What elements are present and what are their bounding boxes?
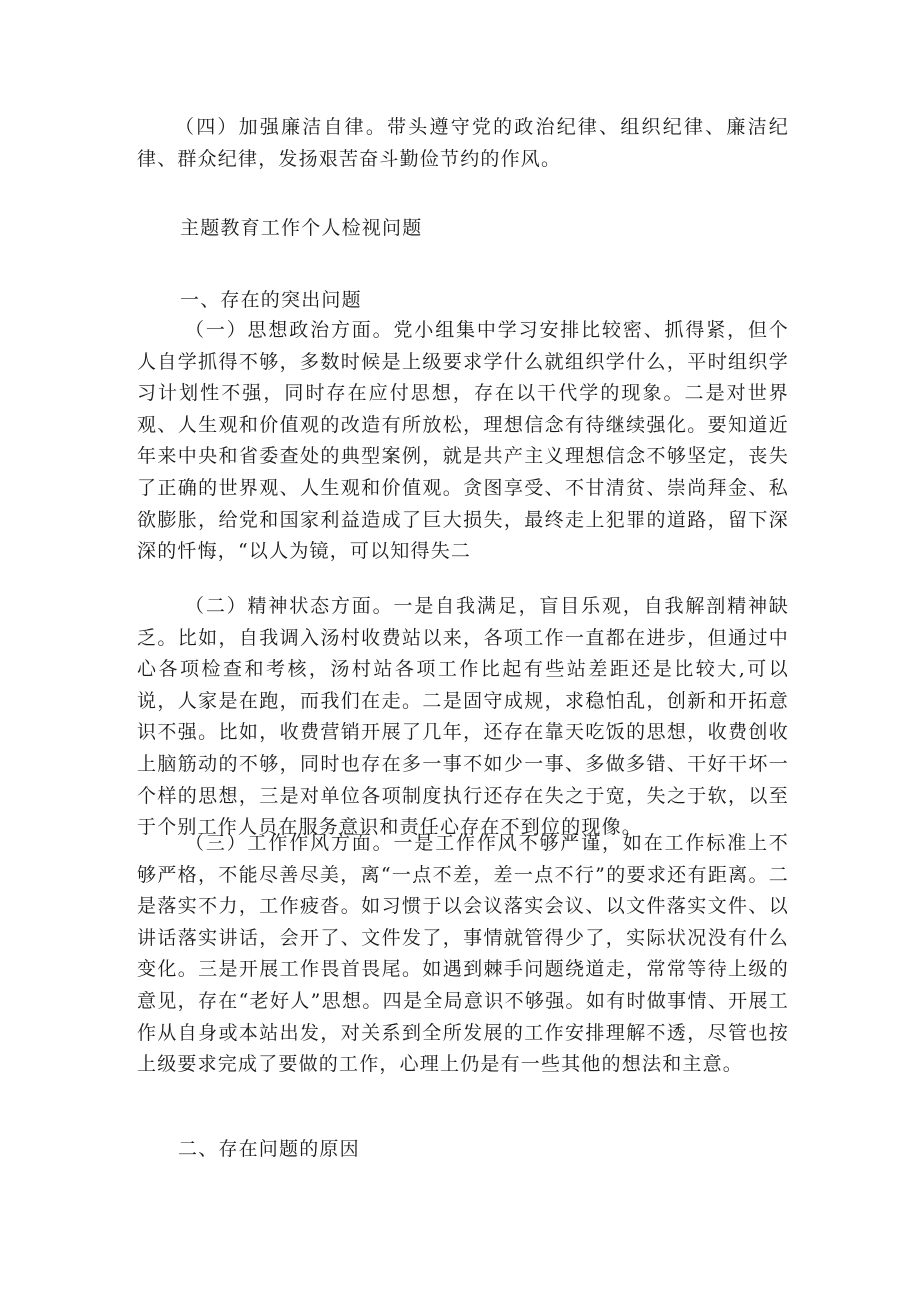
paragraph-work-style: （三）工作作风方面。一是工作作风不够严谨，如在工作标准上不够严格，不能尽善尽美，离“一点不差，差一点不行”的要求还有距离。二是落实不力，工作疲沓。如习惯于以会议落实会议、以文件落实文件、以讲话落实讲话，会开了、文件发了，事情就管得少了，实际状况没有什么变化。三是开展工作畏首畏尾。如遇到棘手问题绕道走，常常等待上级的意见，存在“老好人”思想。四是全局意识不够强。如有时做事情、开展工作从自身或本站出发，对关系到全所发展的工作安排理解不透，尽管也按上级要求完成了要做的工作，心理上仍是有一些其他的想法和主意。 <box>137 832 789 1076</box>
paragraph-ideology: （一）思想政治方面。党小组集中学习安排比较密、抓得紧，但个人自学抓得不够，多数时候是上级要求学什么就组织学什么，平时组织学习计划性不强，同时存在应付思想，存在以干代学的现象。二是对世界观、人生观和价值观的改造有所放松，理想信念有待继续强化。要知道近年来中央和省委查处的典型案例，就是共产主义理想信念不够坚定，丧失了正确的世界观、人生观和价值观。贪图享受、不甘清贫、崇尚拜金、私欲膨胀，给党和国家利益造成了巨大损失，最终走上犯罪的道路，留下深深的忏悔，“以人为镜，可以知得失二 <box>137 319 789 563</box>
section-heading-causes: 二、存在问题的原因 <box>178 1138 360 1160</box>
section-heading-problems: 一、存在的突出问题 <box>180 289 362 311</box>
paragraph-mental-state: （二）精神状态方面。一是自我满足，盲目乐观，自我解剖精神缺乏。比如，自我调入汤村收费站以来，各项工作一直都在进步，但通过中心各项检查和考核，汤村站各项工作比起有些站差距还是比较大,可以说，人家是在跑，而我们在走。二是固守成规，求稳怕乱，创新和开拓意识不强。比如，收费营销开展了几年，还存在靠天吃饭的思想，收费创收上脑筋动的不够，同时也存在多一事不如少一事、多做多错、干好干坏一个样的思想，三是对单位各项制度执行还存在失之于宽，失之于软，以至于个别工作人员在服务意识和责任心存在不到位的现像。 <box>137 595 789 839</box>
paragraph-integrity: （四）加强廉洁自律。带头遵守党的政治纪律、组织纪律、廉洁纪律、群众纪律，发扬艰苦奋斗勤俭节约的作风。 <box>137 116 789 170</box>
document-title: 主题教育工作个人检视问题 <box>180 217 423 239</box>
